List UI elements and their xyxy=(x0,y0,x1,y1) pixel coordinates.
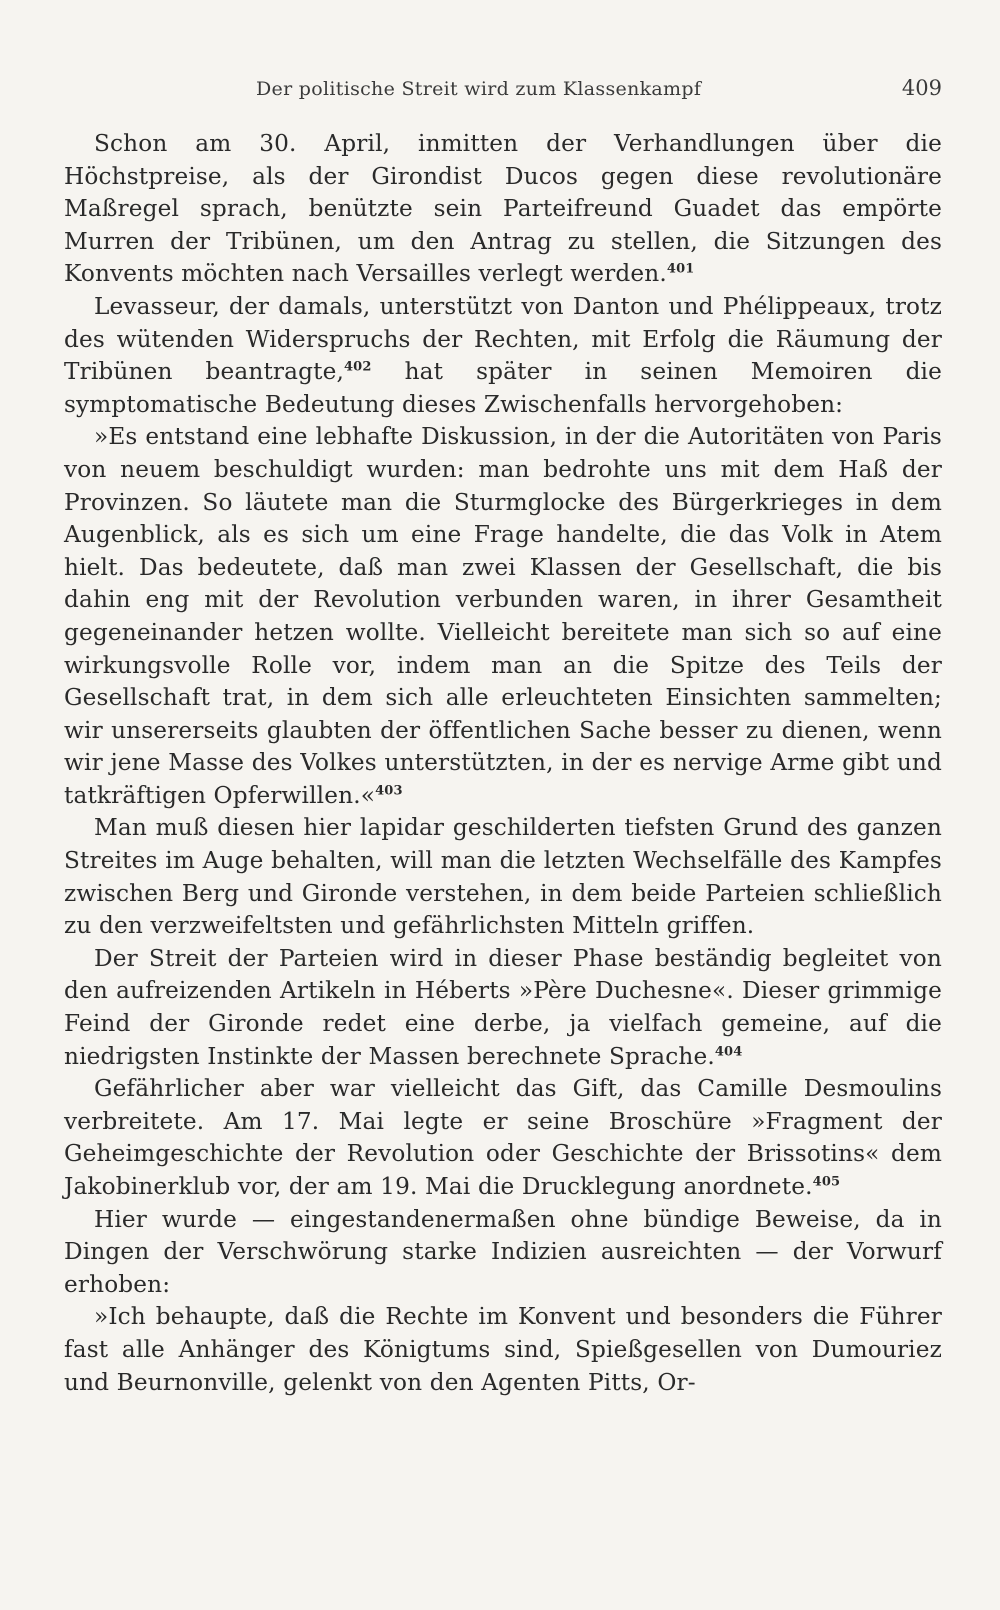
footnote-marker: 403 xyxy=(375,783,403,799)
paragraph-text: »Es entstand eine lebhafte Diskussion, in der die Autoritäten von Paris von neuem beschuldigt wurden: man bedrohte uns mit dem Haß der Provinzen. So läutete man die Sturmglocke des Bürgerkrieges in dem Augenblick, als es sich um eine Frage handelte, die das Volk in Atem hielt. Das bedeutete, daß man zwei Klassen der Gesellschaft, die bis dahin eng mit der Revolution verbunden waren, in ihrer Gesamtheit gegeneinander hetzen wollte. Vielleicht bereitete man sich so auf eine wirkungsvolle Rolle vor, indem man an die Spitze des Teils der Gesellschaft trat, in dem sich alle erleuchteten Einsichten sammelten; wir unsererseits glaubten der öffentlichen Sache besser zu dienen, wenn wir jene Masse des Volkes unterstützten, in der es nervige Arme gibt und tatkräftigen Opferwillen.« xyxy=(64,423,942,809)
running-header xyxy=(64,64,942,104)
paragraph xyxy=(64,291,942,421)
paragraph-text: Levasseur, der damals, unterstützt von Danton und Phélippeaux, trotz des wütenden Widerspruchs der Rechten, mit Erfolg die Räumung der Tribünen beantragte, xyxy=(64,292,942,386)
paragraph xyxy=(64,1073,942,1203)
book-page xyxy=(64,64,942,1399)
page-number: 409 xyxy=(901,76,942,100)
paragraph-text: »Ich behaupte, daß die Rechte im Konvent und besonders die Führer fast alle Anhänger des Königtums sind, Spießgesellen von Dumouriez und Beurnonville, gelenkt von den Agenten Pitts, Or- xyxy=(64,1303,942,1396)
paragraph xyxy=(64,128,942,291)
paragraph-text: Schon am 30. April, inmitten der Verhandlungen über die Höchstpreise, als der Girondist Ducos gegen diese revolutionäre Maßregel sprach, benützte sein Parteifreund Guadet das empörte Murren der Tribünen, um den Antrag zu stellen, die Sitzungen des Konvents möchten nach Versailles verlegt werden. xyxy=(64,130,942,288)
paragraph-text: Der Streit der Parteien wird in dieser Phase beständig begleitet von den aufreizenden Artikeln in Héberts »Père Duchesne«. Dieser grimmige Feind der Gironde redet eine derbe, ja vielfach gemeine, auf die niedrigsten Instinkte der Massen berechnete Sprache. xyxy=(64,944,942,1070)
paragraph-text-continued: hat später in seinen Memoiren die symptomatische Bedeutung dieses Zwischenfalls hervorgehoben: xyxy=(64,358,942,418)
paragraph-text: Hier wurde — eingestandenermaßen ohne bündige Beweise, da in Dingen der Verschwörung starke Indizien ausreichten — der Vorwurf erhoben: xyxy=(64,1205,942,1298)
paragraph-text: Man muß diesen hier lapidar geschilderten tiefsten Grund des ganzen Streites im Auge behalten, will man die letzten Wechselfälle des Kampfes zwischen Berg und Gironde verstehen, in dem beide Parteien schließlich zu den verzweifeltsten und gefährlichsten Mitteln griffen. xyxy=(64,814,942,940)
footnote-marker: 401 xyxy=(666,261,695,277)
paragraph xyxy=(64,1204,942,1302)
footnote-marker: 402 xyxy=(343,359,372,375)
quotation-paragraph xyxy=(64,1301,942,1399)
footnote-marker: 404 xyxy=(714,1043,743,1059)
footnote-marker: 405 xyxy=(812,1174,841,1190)
paragraph-text: Gefährlicher aber war vielleicht das Gift, das Camille Desmoulins verbreitete. Am 17. Mai legte er seine Broschüre »Fragment der Geheimgeschichte der Revolution oder Geschichte der Brissotins« dem Jakobinerklub vor, der am 19. Mai die Drucklegung anordnete. xyxy=(64,1075,942,1200)
body-text xyxy=(64,128,942,1399)
paragraph xyxy=(64,812,942,942)
running-title: Der politische Streit wird zum Klassenkampf xyxy=(256,78,702,100)
paragraph xyxy=(64,943,942,1073)
quotation-paragraph xyxy=(64,421,942,812)
